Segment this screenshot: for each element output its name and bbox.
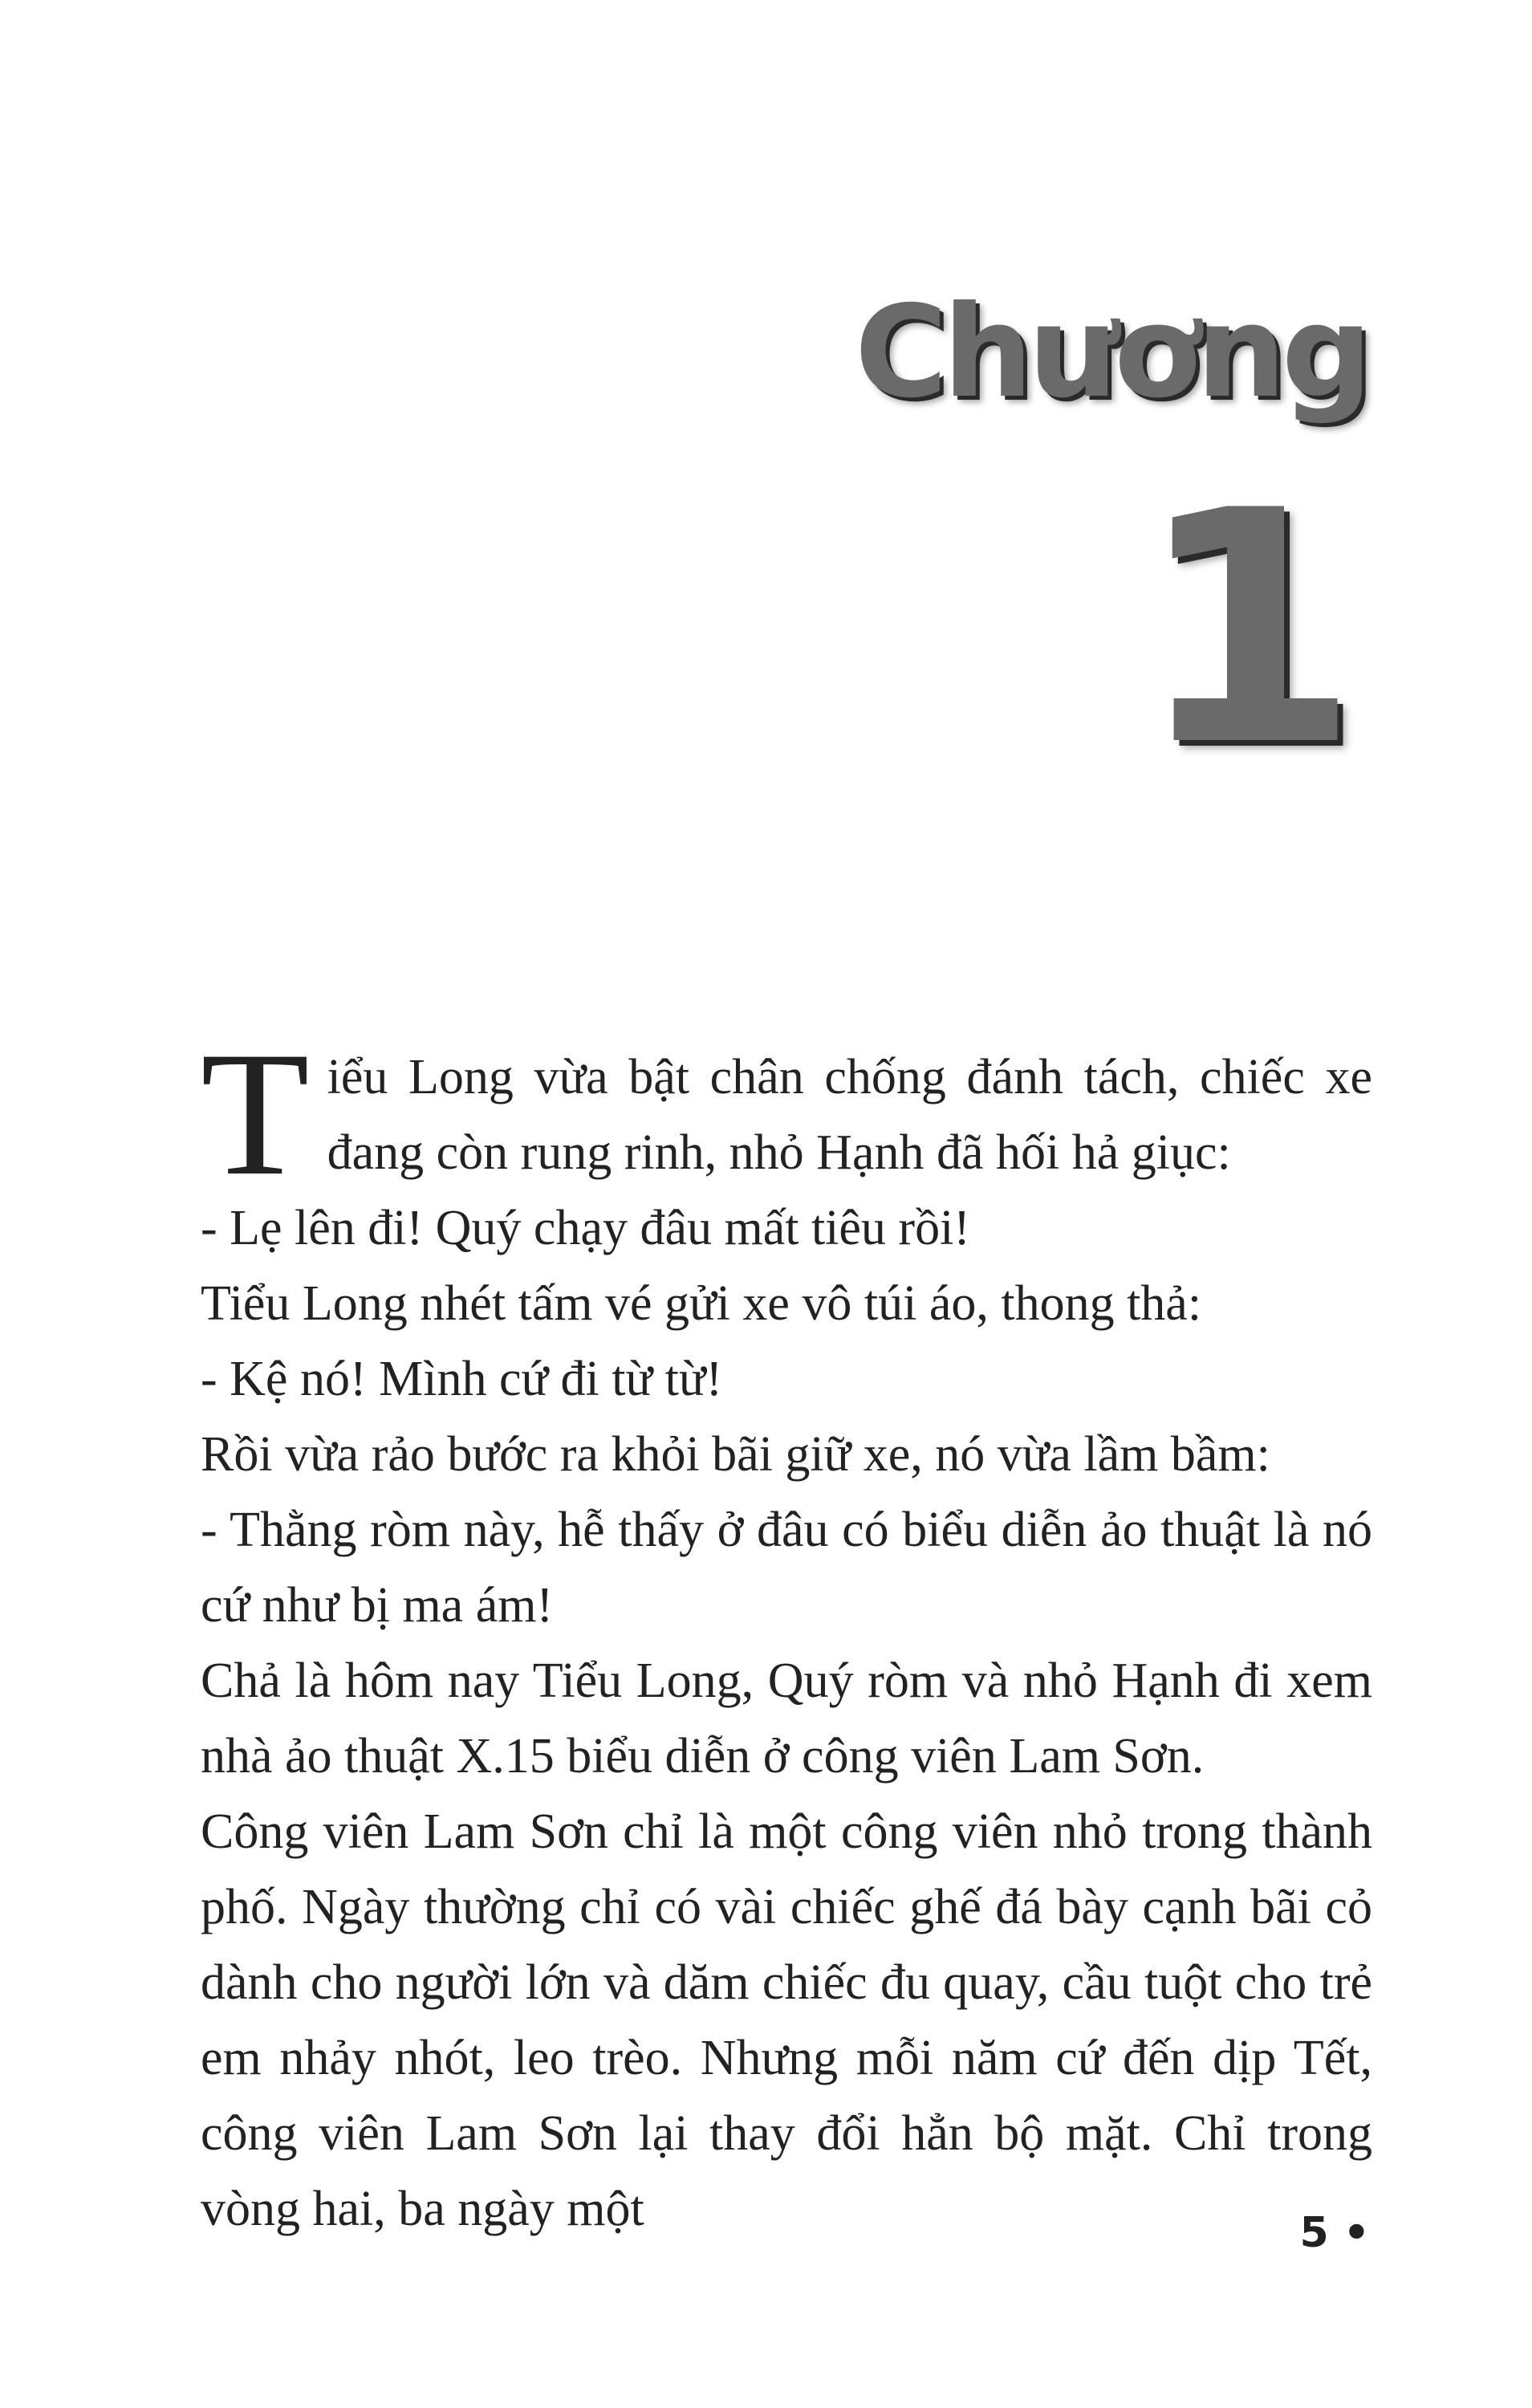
page-number: 5 • — [1299, 2209, 1370, 2257]
paragraph-1 — [201, 1015, 1372, 1213]
paragraph-4: - Kệ nó! Mình cứ đi từ từ! — [201, 1352, 723, 1406]
chapter-body-text — [201, 1015, 1372, 2247]
paragraph-5: Rồi vừa rảo bước ra khỏi bãi giữ xe, nó vừa lầm bầm: — [201, 1427, 1270, 1482]
drop-cap-letter: T — [201, 1015, 310, 1213]
paragraph-3: Tiểu Long nhét tấm vé gửi xe vô túi áo, thong thả: — [201, 1276, 1202, 1331]
chapter-heading-word: Chương — [854, 279, 1367, 426]
paragraph-7: Chả là hôm nay Tiểu Long, Quý ròm và nhỏ Hạnh đi xem nhà ảo thuật X.15 biểu diễn ở công viên Lam Sơn. — [201, 1653, 1372, 1784]
chapter-heading-number: 1 — [1136, 443, 1359, 816]
paragraph-8: Công viên Lam Sơn chỉ là một công viên nhỏ trong thành phố. Ngày thường chỉ có vài chiếc ghế đá bày cạnh bãi cỏ dành cho người lớn và dăm chiếc đu quay, cầu tuột cho trẻ em nhảy nhót, leo trèo. Nhưng mỗi năm cứ đến dịp Tết, công viên Lam Sơn lại thay đổi hẳn bộ mặt. Chỉ trong vòng hai, ba ngày một — [201, 1804, 1372, 2236]
paragraph-2: - Lẹ lên đi! Quý chạy đâu mất tiêu rồi! — [201, 1201, 970, 1255]
paragraph-6: - Thằng ròm này, hễ thấy ở đâu có biểu diễn ảo thuật là nó cứ như bị ma ám! — [201, 1503, 1372, 1633]
paragraph-1-text: iểu Long vừa bật chân chống đánh tách, chiếc xe đang còn rung rinh, nhỏ Hạnh đã hối hả giục: — [327, 1050, 1372, 1180]
